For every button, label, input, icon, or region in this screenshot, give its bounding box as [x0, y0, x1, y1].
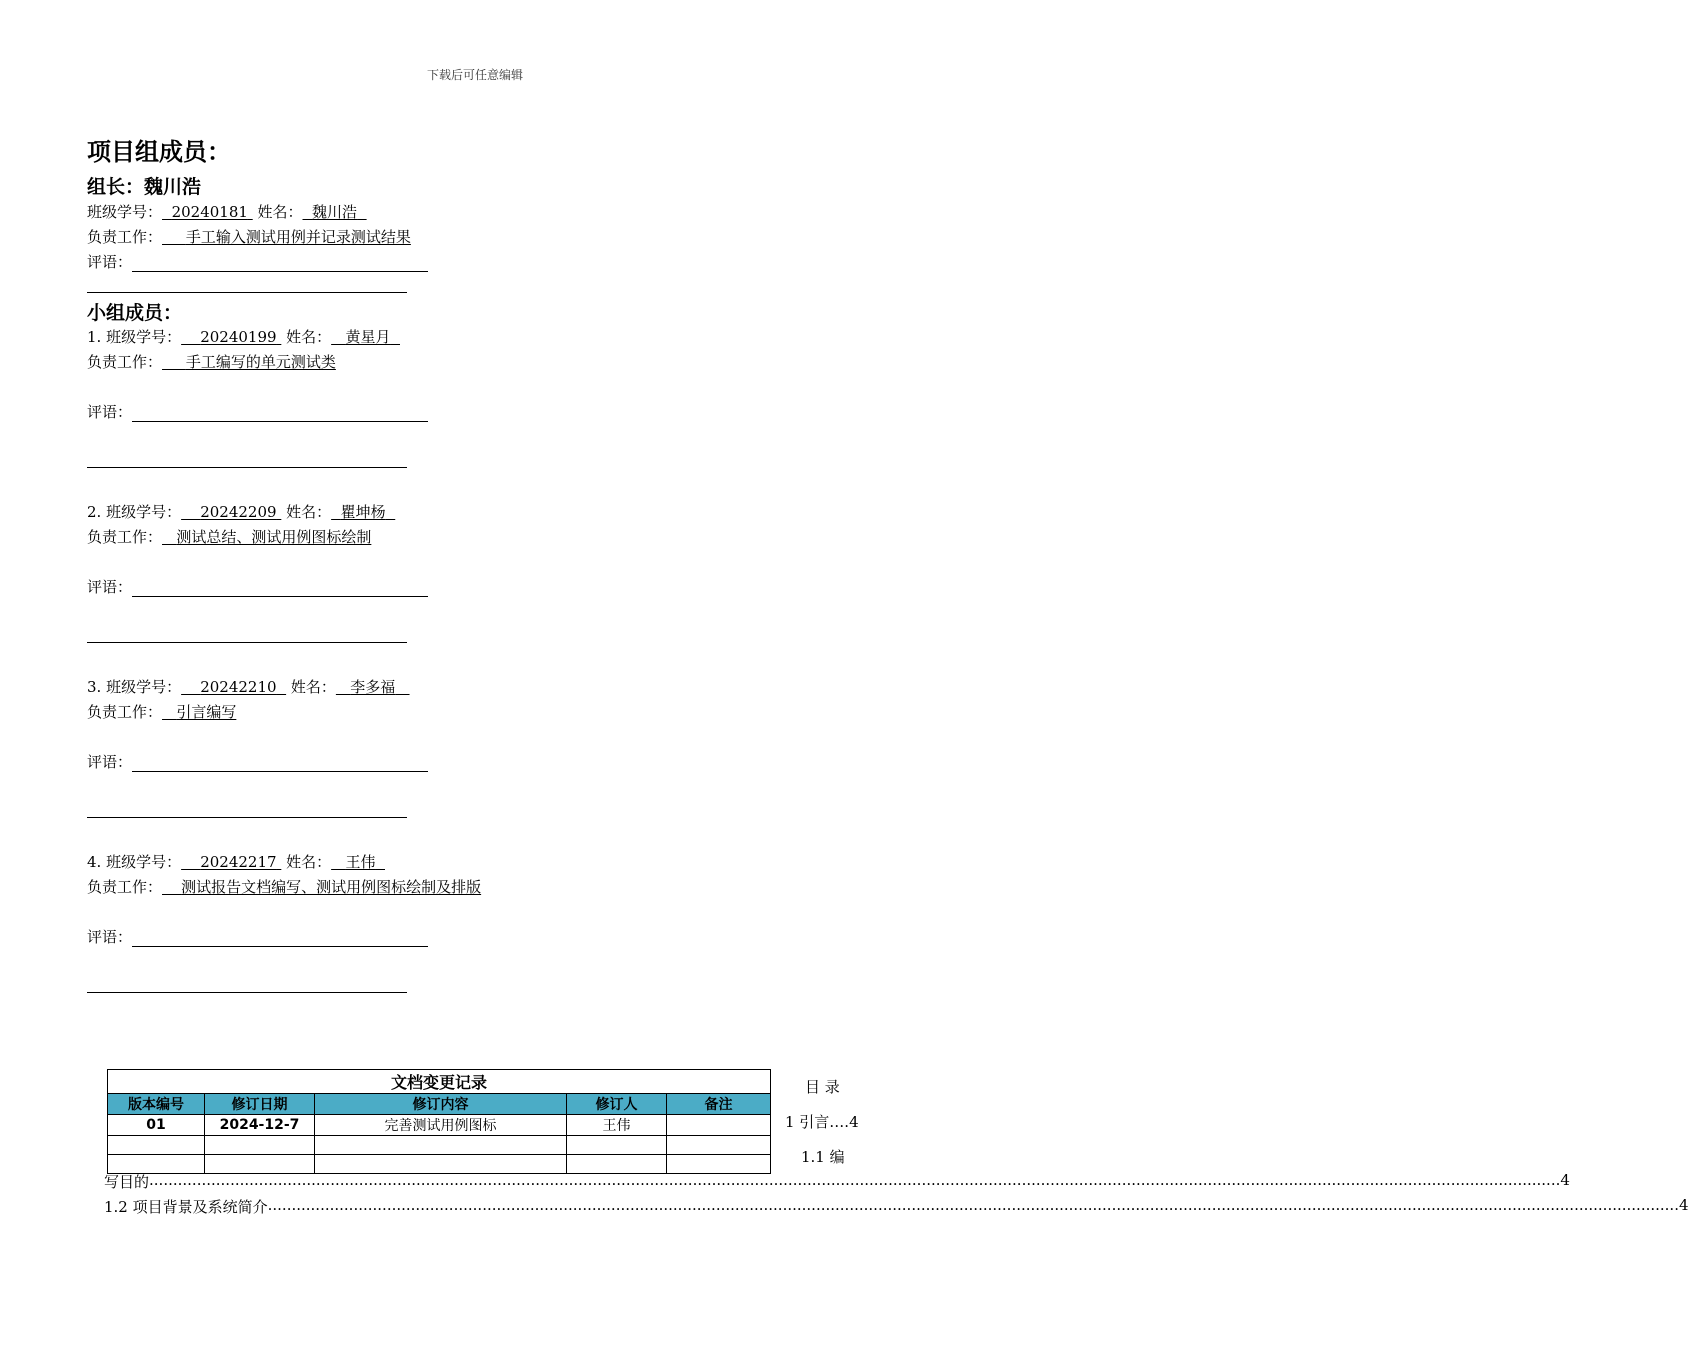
member-3-comment-line-2: [87, 817, 407, 818]
members-heading: 小组成员：: [87, 302, 183, 324]
table-row: [108, 1115, 771, 1136]
table-title-row: [108, 1070, 771, 1094]
member-4-comment-line: 评语：: [87, 926, 428, 947]
member-2-comment-line: 评语：: [87, 576, 428, 597]
toc-item-1-1-start[interactable]: 1.1 编: [801, 1148, 845, 1166]
toc-item-1-2[interactable]: 1.2 项目背景及系统简介 ........................................................................................................................................................................................................................................................................................................ 4: [104, 1196, 1689, 1216]
col-header: 修订人: [567, 1094, 667, 1115]
col-header: 版本编号: [108, 1094, 205, 1115]
member-4-comment-line-2: [87, 992, 407, 993]
cell: 01: [108, 1115, 205, 1136]
member-1-comment-line: 评语：: [87, 401, 428, 422]
cell: [108, 1136, 205, 1155]
col-header: 修订日期: [205, 1094, 315, 1115]
work-label: 负责工作：: [87, 228, 163, 246]
member-4-work-line: 负责工作： 测试报告文档编写、测试用例图标绘制及排版: [87, 878, 482, 896]
member-3-work-line: 负责工作： 引言编写: [87, 703, 237, 721]
toc-leader-dots: ........................................................................................................................................................................................................................................................................................................: [149, 1171, 1561, 1189]
col-header: 修订内容: [315, 1094, 567, 1115]
cell: [567, 1136, 667, 1155]
table-title: 文档变更记录: [108, 1070, 771, 1094]
member-2-work-line: 负责工作： 测试总结、测试用例图标绘制: [87, 528, 372, 546]
member-1-comment-line-2: [87, 467, 407, 468]
cell: 完善测试用例图标: [315, 1115, 567, 1136]
toc-item-1[interactable]: 1 引言….4: [785, 1113, 859, 1131]
cell: [667, 1136, 771, 1155]
toc-item-1-1[interactable]: 写目的 ........................................................................................................................................................................................................................................................................................................ 4: [104, 1171, 1570, 1191]
toc-title: 目 录: [805, 1078, 840, 1096]
header-note: 下载后可任意编辑: [426, 68, 523, 82]
leader-id-line: [87, 201, 367, 222]
leader-work-line: [87, 226, 566, 247]
member-4-id-line: 4. 班级学号： 20242217 姓名： 王伟: [87, 853, 376, 871]
comment-label: 评语：: [87, 253, 133, 271]
cell: [205, 1136, 315, 1155]
cell: 2024-12-7: [205, 1115, 315, 1136]
toc-leader-dots: ........................................................................................................................................................................................................................................................................................................: [267, 1196, 1679, 1214]
id-value: 20240181: [171, 203, 248, 221]
member-2-id-line: 2. 班级学号： 20242209 姓名： 瞿坤杨: [87, 503, 386, 521]
comment-blank: [132, 255, 428, 272]
member-3-id-line: 3. 班级学号： 20242210 姓名： 李多福: [87, 678, 396, 696]
comment-line-2: [87, 292, 407, 293]
name-value: 魏川浩: [312, 203, 358, 221]
member-1-id-line: 1. 班级学号： 20240199 姓名： 黄星月: [87, 328, 391, 346]
change-record-table: [107, 1069, 771, 1174]
leader-comment-line: [87, 251, 428, 272]
cell: [667, 1115, 771, 1136]
id-label: 班级学号：: [87, 203, 163, 221]
member-2-comment-line-2: [87, 642, 407, 643]
col-header: 备注: [667, 1094, 771, 1115]
member-3-comment-line: 评语：: [87, 751, 428, 772]
table-header-row: [108, 1094, 771, 1115]
work-value: 手工输入测试用例并记录测试结果: [185, 228, 411, 246]
cell: [315, 1136, 567, 1155]
name-label: 姓名：: [257, 203, 303, 221]
table-row: [108, 1136, 771, 1155]
cell: 王伟: [567, 1115, 667, 1136]
member-1-work-line: 负责工作： 手工编写的单元测试类: [87, 353, 336, 371]
leader-heading: 组长：魏川浩: [87, 176, 202, 198]
page-title: 项目组成员：: [87, 138, 231, 166]
